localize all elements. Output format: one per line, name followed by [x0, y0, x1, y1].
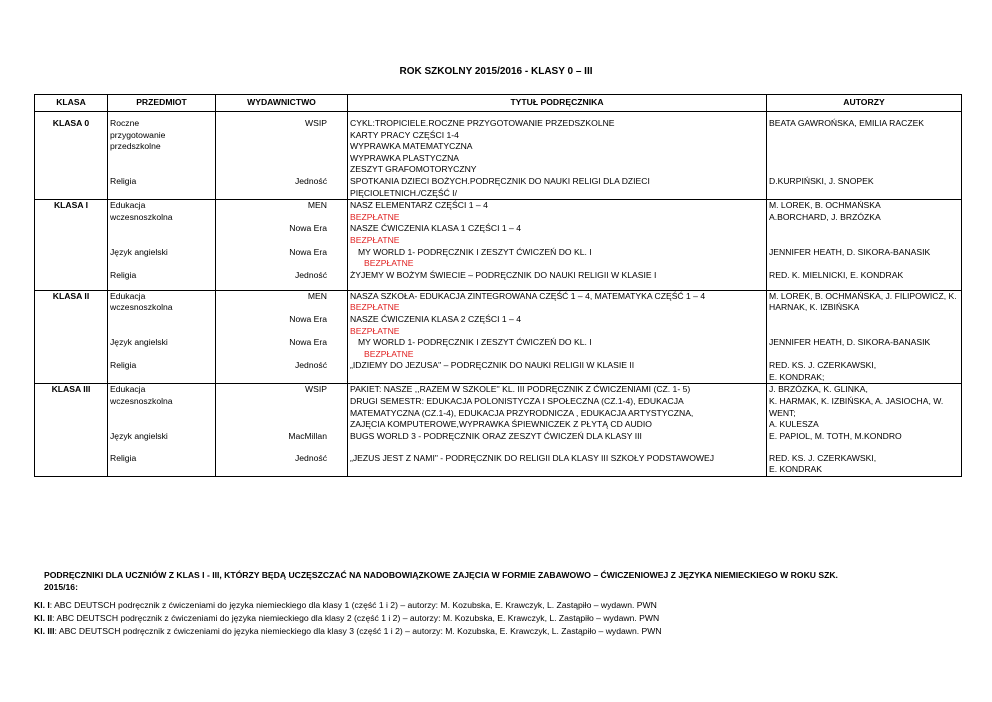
klasa-label: KLASA I — [35, 200, 108, 224]
tytul-cell — [348, 314, 767, 337]
header-autorzy: AUTORZY — [767, 95, 962, 112]
autorzy-cell — [767, 453, 962, 477]
przedmiot-cell: Język angielski — [108, 431, 216, 453]
free-badge: BEZPŁATNE — [350, 302, 400, 313]
table-row — [35, 223, 962, 246]
page-title: ROK SZKOLNY 2015/2016 - KLASY 0 – III — [399, 66, 593, 77]
tytul-text: MATEMATYCZNA (CZ.1-4), EDUKACJA PRZYRODNICZA , EDUKACJA ARTYSTYCZNA, — [350, 407, 694, 418]
german-note-kl2 — [0, 613, 992, 625]
autorzy-text: HARNAK, K. IZBIŃSKA — [769, 302, 860, 313]
tytul-text: DRUGI SEMESTR: EDUKACJA POLONISTYCZA I SPOŁECZNA (CZ.1-4), EDUKACJA — [350, 396, 684, 407]
tytul-text: KARTY PRACY CZĘŚCI 1-4 — [350, 129, 459, 140]
autorzy-text: RED. KS. J. CZERKAWSKI, — [769, 452, 877, 463]
table-row — [35, 200, 962, 224]
klasa-label: KLASA 0 — [35, 118, 108, 176]
note-text: : ABC DEUTSCH podręcznik z ćwiczeniami do języka niemieckiego dla klasy 1 (część 1 i 2) – autorzy: M. Kozubska, E. Krawczyk, L. Zastąpiło – wydawn. PWN — [49, 600, 657, 610]
przedmiot-cell: Religia — [108, 360, 216, 384]
tytul-text: NASZE ĆWICZENIA KLASA 1 CZĘŚCI 1 – 4 — [350, 223, 521, 234]
przedmiot-cell: Język angielski — [108, 247, 216, 270]
note-label: Kl. I — [34, 600, 50, 610]
german-notes-heading — [0, 570, 992, 593]
autorzy-cell — [767, 290, 962, 314]
wydawnictwo-cell: Nowa Era — [216, 337, 348, 360]
table-row — [35, 118, 962, 176]
tytul-cell: „JEZUS JEST Z NAMI" - PODRĘCZNIK DO RELIGII DLA KLASY III SZKOŁY PODSTAWOWEJ — [348, 453, 767, 477]
table-row — [35, 360, 962, 384]
autorzy-text: E. KONDRAK — [769, 464, 823, 475]
header-klasa: KLASA — [35, 95, 108, 112]
note-text: : ABC DEUTSCH podręcznik z ćwiczeniami do języka niemieckiego dla klasy 3 (część 1 i 2) – autorzy: M. Kozubska, E. Krawczyk, L. Zastąpiło – wydawn. PWN — [54, 626, 662, 636]
table-row — [35, 247, 962, 270]
free-badge: BEZPŁATNE — [350, 234, 400, 245]
table-header-row — [35, 95, 962, 112]
tytul-text: SPOTKANIA DZIECI BOŻYCH.PODRĘCZNIK DO NAUKI RELIGI DLA DZIECI — [350, 175, 650, 186]
autorzy-text: E. KONDRAK; — [769, 371, 825, 382]
autorzy-cell: E. PAPIOL, M. TOTH, M.KONDRO — [767, 431, 962, 453]
tytul-text: WYPRAWKA PLASTYCZNA — [350, 152, 460, 163]
wydawnictwo-cell: Nowa Era — [216, 223, 348, 246]
przedmiot-cell: Język angielski — [108, 337, 216, 360]
tytul-cell: BUGS WORLD 3 - PODRĘCZNIK ORAZ ZESZYT ĆWICZEŃ DLA KLASY III — [348, 431, 767, 453]
wydawnictwo-cell: Jedność — [216, 270, 348, 291]
header-przedmiot: PRZEDMIOT — [108, 95, 216, 112]
przedmiot-cell: Religia — [108, 270, 216, 291]
tytul-text: PIĘCIOLETNICH./CZĘŚĆ I/ — [350, 187, 457, 198]
przedmiot-cell: Religia — [108, 453, 216, 477]
table-row — [35, 270, 962, 291]
przedmiot-cell — [108, 290, 216, 314]
autorzy-text: M. LOREK, B. OCHMAŃSKA — [769, 200, 881, 211]
przedmiot-text: Edukacja — [110, 200, 146, 211]
wydawnictwo-cell: Nowa Era — [216, 314, 348, 337]
tytul-cell — [348, 200, 767, 224]
wydawnictwo-cell: WSIP — [216, 384, 348, 431]
klasa-label: KLASA II — [35, 290, 108, 314]
tytul-cell — [348, 223, 767, 246]
autorzy-text: WENT; — [769, 407, 796, 418]
przedmiot-text: Edukacja — [110, 290, 146, 301]
przedmiot-cell — [108, 118, 216, 176]
tytul-text: NASZ ELEMENTARZ CZĘŚCI 1 – 4 — [350, 200, 488, 211]
przedmiot-text: wczesnoszkolna — [110, 211, 173, 222]
wydawnictwo-cell: MEN — [216, 290, 348, 314]
tytul-text: ZAJĘCIA KOMPUTEROWE,WYPRAWKA ŚPIEWNICZEK Z PŁYTĄ CD AUDIO — [350, 419, 652, 430]
notes-heading-text: PODRĘCZNIKI DLA UCZNIÓW Z KLAS I - III, KTÓRZY BĘDĄ UCZĘSZCZAĆ NA NADOBOWIĄZKOWE ZAJĘCIA W FORMIE ZABAWOWO – ĆWICZENIOWEJ Z JĘZYKA NIEMIECKIEGO W ROKU SZK. — [44, 570, 838, 580]
tytul-text: ZESZYT GRAFOMOTORYCZNY — [350, 164, 477, 175]
przedmiot-text: Roczne — [110, 118, 140, 128]
tytul-cell: „IDZIEMY DO JEZUSA" – PODRĘCZNIK DO NAUKI RELIGII W KLASIE II — [348, 360, 767, 384]
tytul-text: PAKIET: NASZE ,,RAZEM W SZKOLE'' KL. III PODRĘCZNIK Z ĆWICZENIAMI (CZ. 1- 5) — [350, 384, 691, 395]
tytul-text: CYKL:TROPICIELE.ROCZNE PRZYGOTOWANIE PRZEDSZKOLNE — [350, 118, 615, 128]
autorzy-text: K. HARMAK, K. IZBIŃSKA, A. JASIOCHA, W. — [769, 396, 944, 407]
autorzy-cell — [767, 200, 962, 224]
tytul-text: MY WORLD 1- PODRĘCZNIK I ZESZYT ĆWICZEŃ DO KL. I — [358, 246, 592, 257]
tytul-cell — [348, 247, 767, 270]
table-row — [35, 314, 962, 337]
table-row — [35, 337, 962, 360]
tytul-text: WYPRAWKA MATEMATYCZNA — [350, 141, 473, 152]
wydawnictwo-cell: Nowa Era — [216, 247, 348, 270]
klasa-label: KLASA III — [35, 384, 108, 431]
autorzy-cell: BEATA GAWROŃSKA, EMILIA RACZEK — [767, 118, 962, 176]
autorzy-cell — [767, 360, 962, 384]
autorzy-text: RED. KS. J. CZERKAWSKI, — [769, 360, 877, 371]
textbook-table — [34, 94, 962, 477]
przedmiot-text: wczesnoszkolna — [110, 302, 173, 313]
header-tytul: TYTUŁ PODRĘCZNIKA — [348, 95, 767, 112]
przedmiot-text: Edukacja — [110, 384, 146, 395]
wydawnictwo-cell: WSIP — [216, 118, 348, 176]
german-note-kl1 — [0, 600, 992, 612]
tytul-cell — [348, 337, 767, 360]
free-badge: BEZPŁATNE — [350, 211, 400, 222]
note-label: Kl. III — [34, 626, 55, 636]
wydawnictwo-cell: Jedność — [216, 176, 348, 200]
wydawnictwo-cell: MacMillan — [216, 431, 348, 453]
tytul-text: NASZE ĆWICZENIA KLASA 2 CZĘŚCI 1 – 4 — [350, 313, 521, 324]
wydawnictwo-cell: Jedność — [216, 453, 348, 477]
tytul-text: NASZA SZKOŁA- EDUKACJA ZINTEGROWANA CZĘŚĆ 1 – 4, MATEMATYKA CZĘŚĆ 1 – 4 — [350, 290, 706, 301]
table-row — [35, 453, 962, 477]
header-wydawnictwo: WYDAWNICTWO — [216, 95, 348, 112]
autorzy-cell: JENNIFER HEATH, D. SIKORA-BANASIK — [767, 247, 962, 270]
przedmiot-cell: Religia — [108, 176, 216, 200]
tytul-cell — [348, 384, 767, 431]
table-row — [35, 176, 962, 200]
free-badge: BEZPŁATNE — [350, 325, 400, 336]
free-badge: BEZPŁATNE — [364, 348, 414, 359]
tytul-text: MY WORLD 1- PODRĘCZNIK I ZESZYT ĆWICZEŃ DO KL. I — [358, 337, 592, 348]
notes-heading-text: 2015/16: — [44, 581, 78, 592]
table-row — [35, 384, 962, 431]
przedmiot-text: przygotowanie — [110, 129, 166, 140]
autorzy-text: A.BORCHARD, J. BRZÓZKA — [769, 211, 881, 222]
tytul-cell — [348, 118, 767, 176]
note-text: : ABC DEUTSCH podręcznik z ćwiczeniami do języka niemieckiego dla klasy 2 (część 1 i 2) – autorzy: M. Kozubska, E. Krawczyk, L. Zastąpiło – wydawn. PWN — [52, 613, 660, 623]
przedmiot-cell — [108, 384, 216, 431]
przedmiot-cell — [108, 200, 216, 224]
autorzy-cell — [767, 384, 962, 431]
autorzy-text: A. KULESZA — [769, 419, 819, 430]
tytul-cell — [348, 176, 767, 200]
tytul-cell: ŻYJEMY W BOŻYM ŚWIECIE – PODRĘCZNIK DO NAUKI RELIGII W KLASIE I — [348, 270, 767, 291]
przedmiot-text: wczesnoszkolna — [110, 396, 173, 407]
german-note-kl3 — [0, 626, 992, 638]
autorzy-cell: JENNIFER HEATH, D. SIKORA-BANASIK — [767, 337, 962, 360]
autorzy-text: J. BRZÓZKA, K. GLINKA, — [769, 384, 868, 395]
autorzy-cell: D.KURPIŃSKI, J. SNOPEK — [767, 176, 962, 200]
table-row — [35, 290, 962, 314]
tytul-cell — [348, 290, 767, 314]
autorzy-cell: RED. K. MIELNICKI, E. KONDRAK — [767, 270, 962, 291]
autorzy-text: M. LOREK, B. OCHMAŃSKA, J. FILIPOWICZ, K. — [769, 290, 957, 301]
table-row — [35, 431, 962, 453]
note-label: Kl. II — [34, 613, 53, 623]
przedmiot-text: przedszkolne — [110, 141, 161, 152]
wydawnictwo-cell: MEN — [216, 200, 348, 224]
wydawnictwo-cell: Jedność — [216, 360, 348, 384]
free-badge: BEZPŁATNE — [364, 258, 414, 269]
